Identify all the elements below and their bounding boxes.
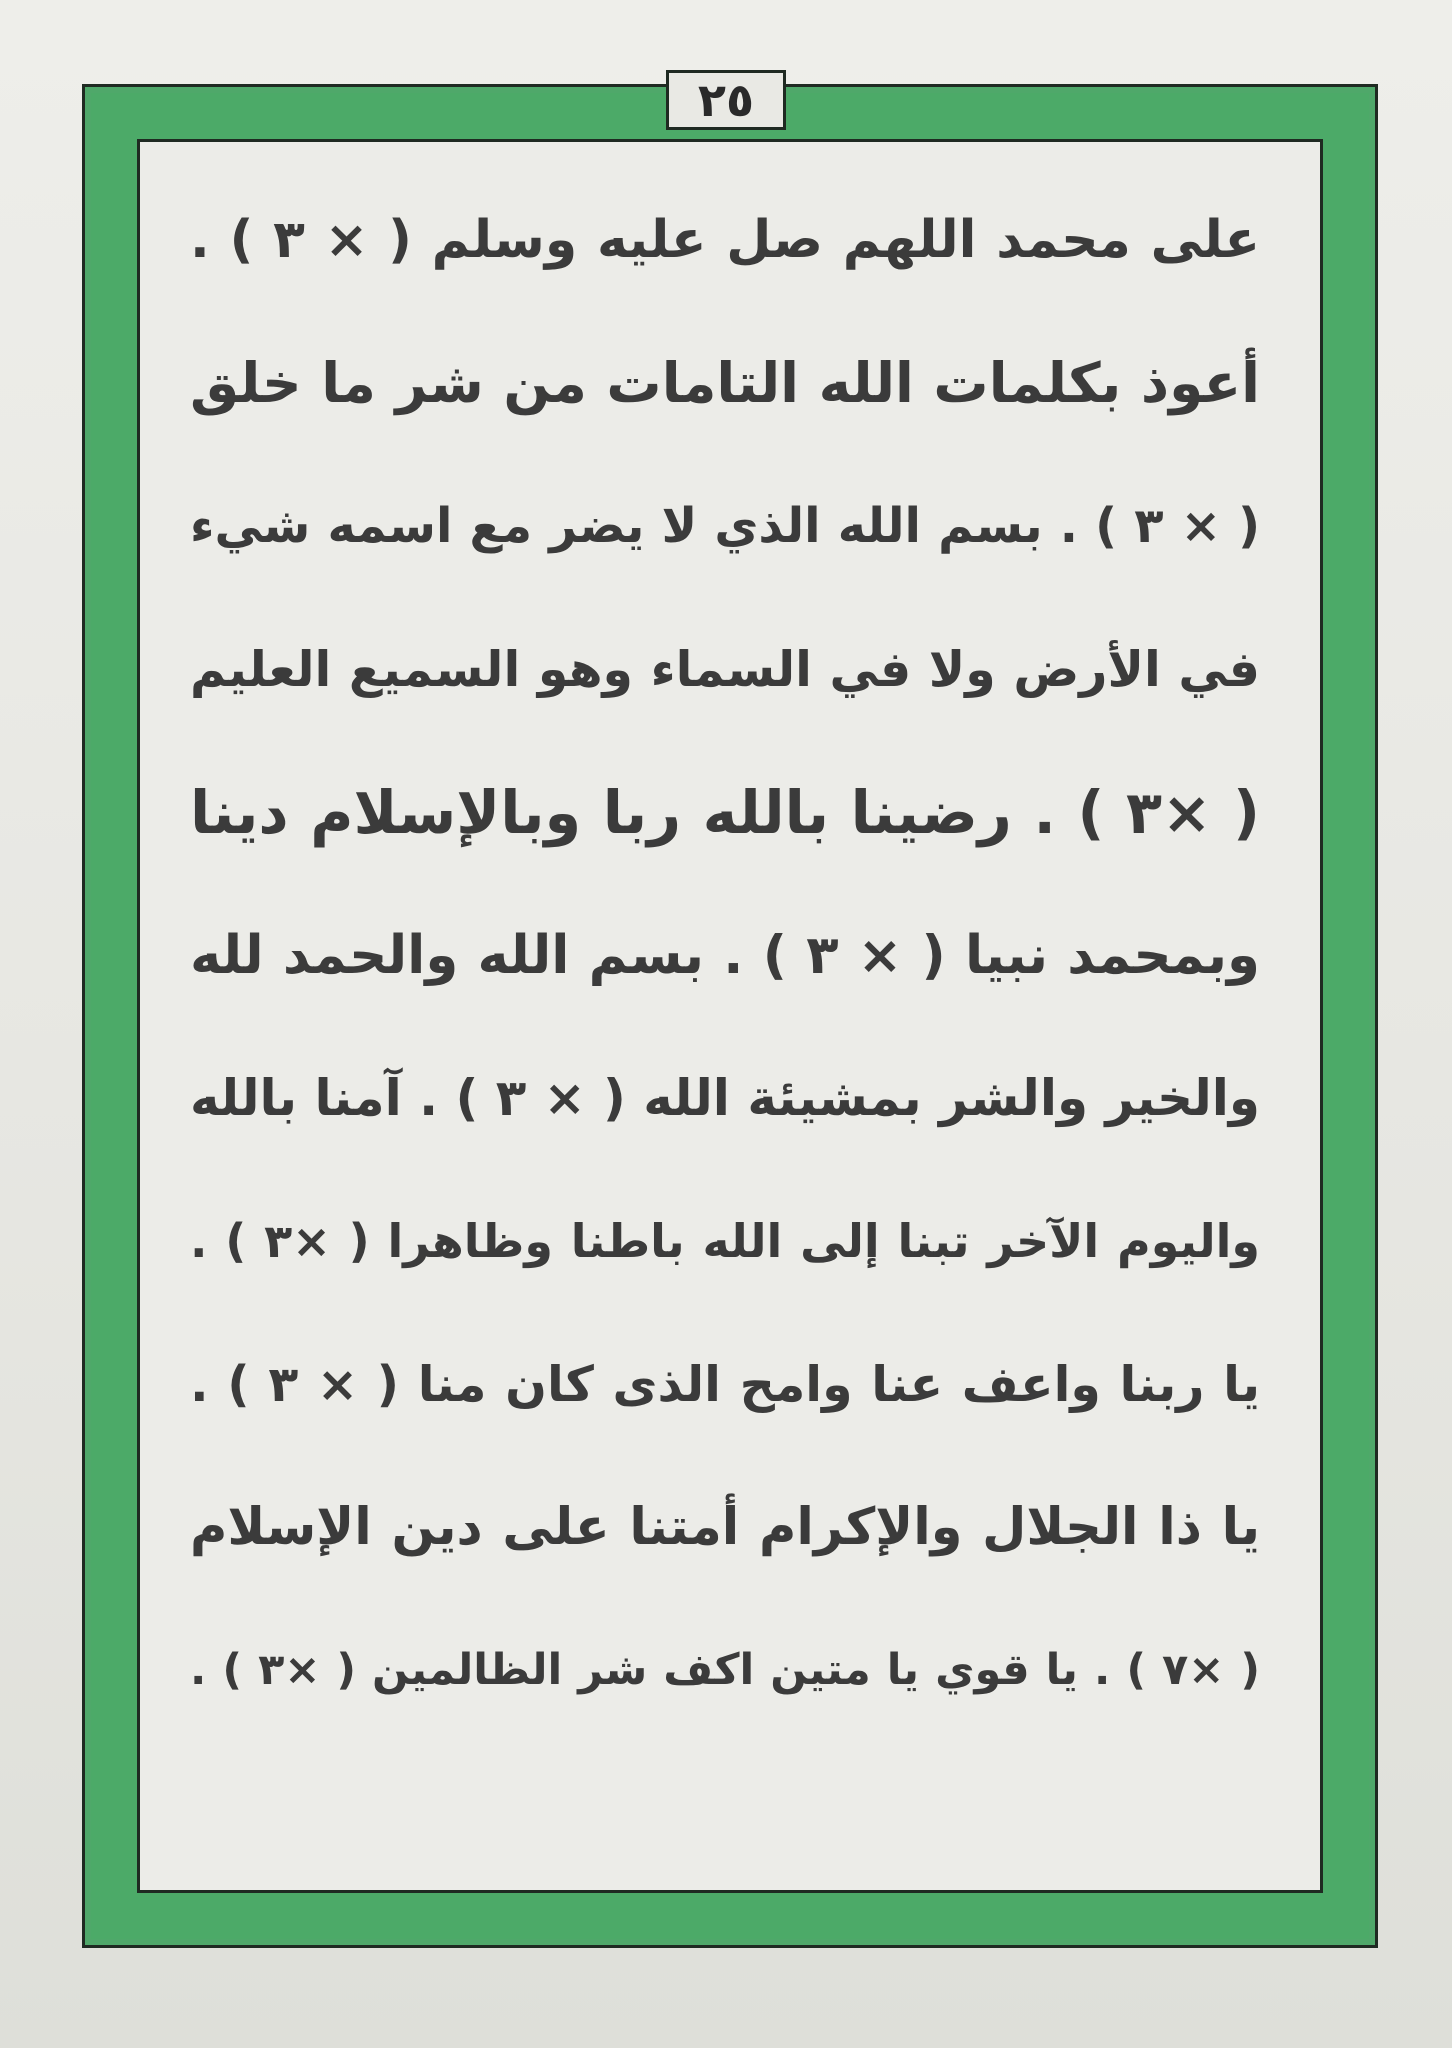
text-line-3 bbox=[190, 466, 1260, 586]
text-line-6-content: وبمحمد نبيا ( × ٣ ) . بسم الله والحمد لله bbox=[190, 924, 1261, 986]
text-line-11-content: ( ×٧ ) . يا قوي يا متين اكف شر الظالمين ( ×٣ ) . bbox=[190, 1645, 1260, 1695]
text-line-10-content: يا ذا الجلال والإكرام أمتنا على دين الإسلام bbox=[190, 1497, 1260, 1557]
text-line-7 bbox=[190, 1038, 1260, 1158]
text-line-9-content: يا ربنا واعف عنا وامح الذى كان منا ( × ٣ ) . bbox=[190, 1355, 1260, 1413]
prayer-text-block bbox=[190, 180, 1260, 1860]
text-line-10 bbox=[190, 1467, 1260, 1587]
text-line-11 bbox=[190, 1610, 1260, 1730]
text-line-1 bbox=[190, 180, 1260, 300]
text-line-4 bbox=[190, 609, 1260, 729]
text-line-6 bbox=[190, 895, 1260, 1015]
text-line-8 bbox=[190, 1181, 1260, 1301]
text-line-3-content: ( × ٣ ) . بسم الله الذي لا يضر مع اسمه شيء bbox=[190, 498, 1261, 554]
text-line-5-content: ( ×٣ ) . رضينا بالله ربا وبالإسلام دينا bbox=[190, 777, 1260, 847]
text-line-1-content: على محمد اللهم صل عليه وسلم ( × ٣ ) . bbox=[190, 210, 1260, 270]
text-line-2-content: أعوذ بكلمات الله التامات من شر ما خلق bbox=[190, 351, 1260, 415]
text-line-8-content: واليوم الآخر تبنا إلى الله باطنا وظاهرا ( ×٣ ) . bbox=[190, 1214, 1260, 1268]
text-line-7-content: والخير والشر بمشيئة الله ( × ٣ ) . آمنا بالله bbox=[189, 1069, 1260, 1127]
page-number: ٢٥ bbox=[697, 73, 755, 127]
text-line-2 bbox=[190, 323, 1260, 443]
text-line-9 bbox=[190, 1324, 1260, 1444]
text-line-5 bbox=[190, 752, 1260, 872]
text-line-4-content: في الأرض ولا في السماء وهو السميع العليم bbox=[190, 640, 1260, 698]
page-number-box bbox=[666, 70, 786, 130]
